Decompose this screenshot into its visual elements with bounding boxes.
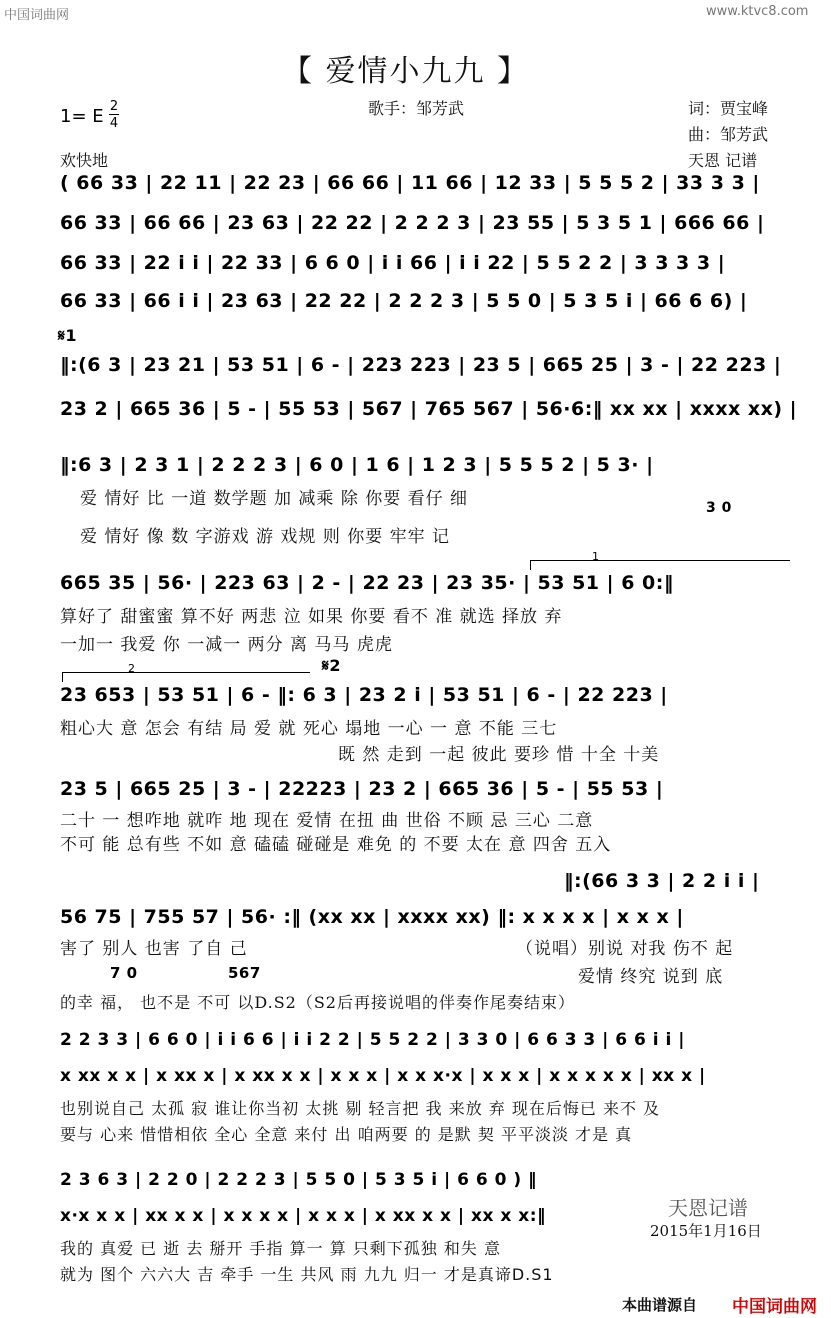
ending-2-label: 2 <box>128 662 135 675</box>
notation-row-8: 665 35 | 56· | 223 63 | 2 - | 22 23 | 23 35· | 53 51 | 6 0:‖ <box>60 572 674 594</box>
transcription-date: 2015年1月16日 <box>650 1222 762 1240</box>
transcriber-signature: 天恩记谱 <box>668 1196 748 1220</box>
lyric-line-5a: 害了 别人 也害 了自 己 <box>60 939 248 959</box>
lyric-line-2a: 算好了 甜蜜蜜 算不好 两悲 泣 如果 你要 看不 准 就选 择放 弃 <box>60 607 563 627</box>
brand-logo-text[interactable]: 中国词曲网 <box>732 1297 817 1317</box>
segno-2-mark: 𝄋2 <box>322 656 342 675</box>
lyric-line-6a: 也别说自己 太孤 寂 谁让你当初 太挑 剔 轻言把 我 来放 弃 现在后悔已 来不 及 <box>60 1099 661 1118</box>
song-title: 【 爱情小九九 】 <box>282 54 530 89</box>
site-url[interactable]: www.ktvc8.com <box>706 4 809 19</box>
time-signature-top: 2 <box>109 99 119 114</box>
notation-row-7: ‖:6 3 | 2 3 1 | 2 2 2 3 | 6 0 | 1 6 | 1 2 3 | 5 5 5 2 | 5 3· | <box>60 454 654 476</box>
lyric-rap-2: 爱情 终究 说到 底 <box>578 967 724 987</box>
notation-row-14: 2 3 6 3 | 2 2 0 | 2 2 2 3 | 5 5 0 | 5 3 5 i | 6 6 0 ) ‖ <box>60 1170 538 1190</box>
ending-1-bracket-edge <box>530 560 531 570</box>
note-extra-30: 3 0 <box>706 500 732 516</box>
note-extra-70: 7 0 <box>110 964 138 982</box>
ending-1-bracket <box>530 560 790 561</box>
lyric-line-4a: 二十 一 想咋地 就咋 地 现在 爱情 在扭 曲 世俗 不顾 忌 三心 二意 <box>60 811 594 831</box>
note-extra-567: 567 <box>228 964 261 982</box>
lyric-rap-1: （说唱）别说 对我 伤不 起 <box>516 939 734 959</box>
transcriber-credit: 天恩 记谱 <box>688 151 758 170</box>
lyric-line-7a: 我的 真爱 已 逝 去 掰开 手指 算一 算 只剩下孤独 和失 意 <box>60 1239 501 1258</box>
notation-row-6: 23 2 | 665 36 | 5 - | 55 53 | 567 | 765 567 | 56·6:‖ xx xx | xxxx xx) | <box>60 398 798 420</box>
ending-1-label: 1 <box>592 550 599 563</box>
lyric-line-3b: 既 然 走到 一起 彼此 要珍 惜 十全 十美 <box>338 745 660 765</box>
composer-credit: 曲：邹芳武 <box>688 125 769 144</box>
notation-row-11: 56 75 | 755 57 | 56· :‖ (xx xx | xxxx xx) ‖: x x x x | x x x | <box>60 906 684 928</box>
lyric-line-2b: 一加一 我爱 你 一减一 两分 离 马马 虎虎 <box>60 635 393 655</box>
notation-row-3: 66 33 | 22 i i | 22 33 | 6 6 0 | i i 66 | i i 22 | 5 5 2 2 | 3 3 3 3 | <box>60 252 726 274</box>
lyric-line-4b: 不可 能 总有些 不如 意 磕磕 碰碰是 难免 的 不要 太在 意 四舍 五入 <box>60 835 612 855</box>
ending-2-bracket-edge <box>62 672 63 682</box>
lyric-line-1a: 爱 情好 比 一道 数学题 加 减乘 除 你要 看仔 细 <box>80 489 469 509</box>
lyric-line-1b: 爱 情好 像 数 字游戏 游 戏规 则 你要 牢牢 记 <box>80 527 451 547</box>
lyric-line-5b: 的幸 福， 也不是 不可 以D.S2（S2后再接说唱的伴奏作尾奏结束） <box>60 993 575 1012</box>
segno-1-mark: 𝄋1 <box>58 326 78 345</box>
singer-credit: 歌手：邹芳武 <box>368 99 465 118</box>
lyricist-credit: 词：贾宝峰 <box>688 99 769 118</box>
tempo-marking: 欢快地 <box>60 151 109 170</box>
notation-row-5: ‖:(6 3 | 23 21 | 53 51 | 6 - | 223 223 | 23 5 | 665 25 | 3 - | 22 223 | <box>60 354 782 376</box>
lyric-line-6b: 要与 心来 惜惜相依 全心 全意 来付 出 咱两要 的 是默 契 平平淡淡 才是 真 <box>60 1125 633 1144</box>
time-signature-bottom: 4 <box>109 116 119 131</box>
site-watermark: 中国词曲网 <box>4 8 70 23</box>
notation-row-9: 23 653 | 53 51 | 6 - ‖: 6 3 | 23 2 i | 53 51 | 6 - | 22 223 | <box>60 684 668 706</box>
notation-row-13: x xx x x | x xx x | x xx x x | x x x | x x x·x | x x x | x x x x x | xx x | <box>60 1066 706 1086</box>
notation-row-4: 66 33 | 66 i i | 23 63 | 22 22 | 2 2 2 3 | 5 5 0 | 5 3 5 i | 66 6 6) | <box>60 290 748 312</box>
time-signature-bar <box>109 114 119 115</box>
notation-row-15: x·x x x | xx x x | x x x x | x x x | x xx x x | xx x x:‖ <box>60 1206 547 1226</box>
source-label: 本曲谱源自 <box>622 1296 698 1314</box>
notation-row-12: 2 2 3 3 | 6 6 0 | i i 6 6 | i i 2 2 | 5 5 2 2 | 3 3 0 | 6 6 3 3 | 6 6 i i | <box>60 1030 686 1050</box>
key-signature: 1= E <box>60 106 104 127</box>
notation-row-10: 23 5 | 665 25 | 3 - | 22223 | 23 2 | 665 36 | 5 - | 55 53 | <box>60 778 664 800</box>
notation-row-2: 66 33 | 66 66 | 23 63 | 22 22 | 2 2 2 3 | 23 55 | 5 3 5 1 | 666 66 | <box>60 212 765 234</box>
ending-2-bracket <box>62 672 310 673</box>
lyric-line-7b: 就为 图个 六六大 吉 牵手 一生 共风 雨 九九 归一 才是真谛D.S1 <box>60 1265 554 1284</box>
notation-row-1: ( 66 33 | 22 11 | 22 23 | 66 66 | 11 66 | 12 33 | 5 5 5 2 | 33 3 3 | <box>60 172 760 194</box>
lyric-line-3a: 粗心大 意 怎会 有结 局 爱 就 死心 塌地 一心 一 意 不能 三七 <box>60 719 558 739</box>
notation-rap-intro: ‖:(66 3 3 | 2 2 i i | <box>564 870 760 892</box>
